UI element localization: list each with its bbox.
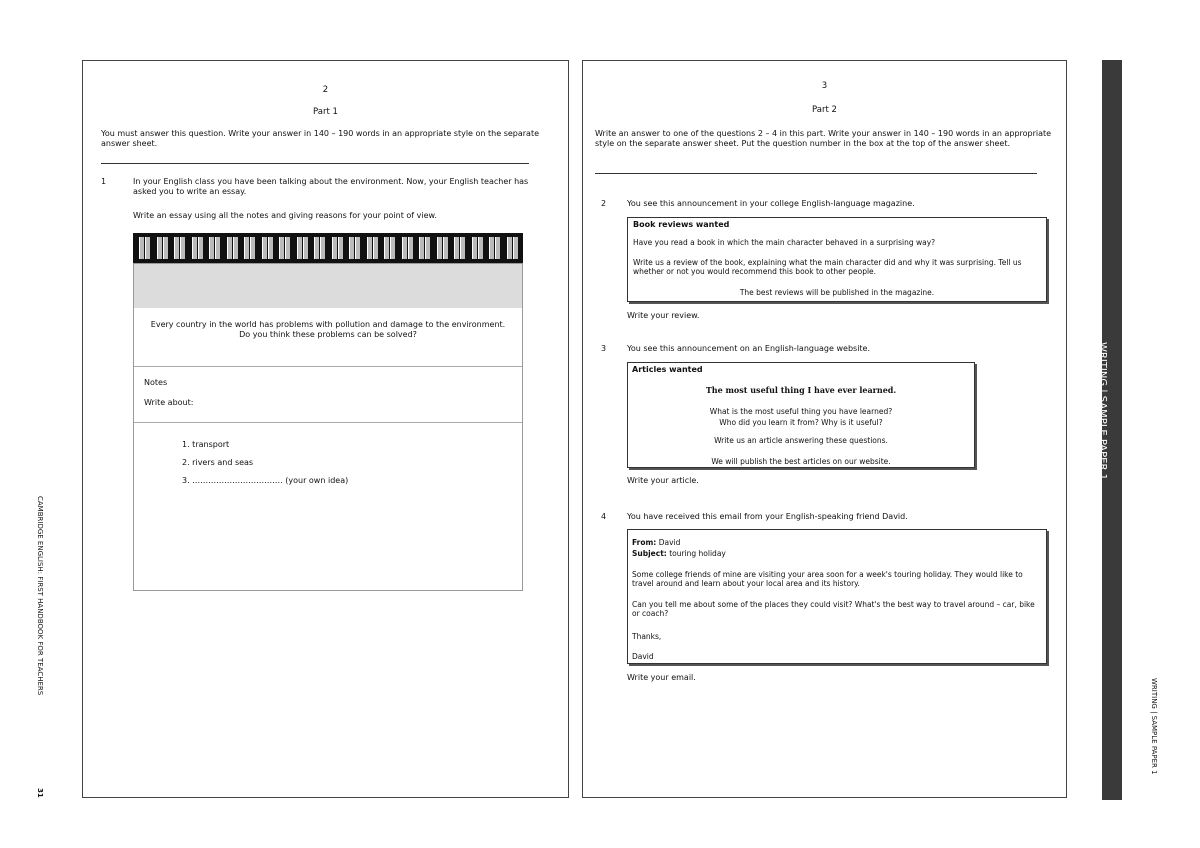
box-title: Book reviews wanted [633,220,730,229]
spiral-coil [355,237,360,259]
spiral-coil [139,237,144,259]
spiral-coil [285,237,290,259]
announcement-box [627,217,1047,302]
page-number: 3 [821,81,828,91]
spiral-coil [209,237,214,259]
spiral-coil [314,237,319,259]
question-number: 4 [601,512,607,521]
notes-label: Notes [144,378,168,387]
spiral-coil [268,237,273,259]
spiral-coil [215,237,220,259]
spiral-coil [332,237,337,259]
spiral-coil [454,237,459,259]
write-prompt: Write your article. [627,476,699,485]
spiral-coil [495,237,500,259]
spiral-coil [367,237,372,259]
left-margin-label: CAMBRIDGE ENGLISH: FIRST HANDBOOK FOR TEACHERS [36,496,44,696]
subject-value: touring holiday [669,549,726,558]
part-heading: Part 1 [313,107,338,117]
email-subject [632,549,726,558]
box-line: Who did you learn it from? Why is it useful? [719,418,883,427]
spiral-coil [419,237,424,259]
box-line: Have you read a book in which the main character behaved in a surprising way? [633,238,936,247]
write-about-label: Write about: [144,398,194,407]
notebook-spiral [133,233,523,263]
spiral-coil [262,237,267,259]
spiral-coil [180,237,185,259]
spiral-coil [443,237,448,259]
email-paragraph: Some college friends of mine are visiting your area soon for a week's touring holiday. They would like to travel around and learn about your local area and its history. [632,570,1023,588]
right-margin-label: WRITING | SAMPLE PAPER 1 [1150,678,1158,775]
spiral-coil [478,237,483,259]
from-label: From: [632,538,657,547]
spiral-coil [472,237,477,259]
spiral-coil [437,237,442,259]
write-prompt: Write your email. [627,673,696,682]
question-number: 1 [101,177,107,186]
instruction: Write an answer to one of the questions 2 – 4 in this part. Write your answer in 140 – 190 words in an appropriate style on the separate answer sheet. Put the question number in the box at the top of the answer sheet. [595,129,1052,148]
notebook-divider [134,366,522,367]
notebook-header-band [134,264,522,308]
spiral-coil [390,237,395,259]
email-thanks: Thanks, [632,632,662,641]
subject-label: Subject: [632,549,667,558]
spiral-coil [163,237,168,259]
email-paragraph: Can you tell me about some of the places they could visit? What's the best way to travel around – car, bike or coach? [632,600,1035,618]
instruction: You must answer this question. Write your answer in 140 – 190 words in an appropriate style on the separate answer sheet. [101,129,540,148]
spiral-coil [145,237,150,259]
list-item: 1. transport [182,440,230,449]
list-item: 2. rivers and seas [182,458,254,467]
spiral-coil [489,237,494,259]
spiral-coil [233,237,238,259]
sidebar-label: WRITING | SAMPLE PAPER 1 [1097,342,1108,480]
spiral-coil [198,237,203,259]
notebook [133,263,523,591]
spiral-coil [250,237,255,259]
spiral-coil [338,237,343,259]
spiral-coil [402,237,407,259]
notebook-divider-2 [134,422,522,423]
email-from [632,538,680,547]
email-box [627,529,1047,664]
question-number: 3 [601,344,607,353]
spiral-coil [320,237,325,259]
box-line: The best reviews will be published in the magazine. [739,288,935,297]
spiral-coil [373,237,378,259]
spiral-coil [303,237,308,259]
spiral-coil [279,237,284,259]
question-number: 2 [601,199,607,208]
box-line: Write us a review of the book, explaining what the main character did and why it was surprising. Tell us whether or not you would recommend this book to other people. [633,258,1022,276]
write-prompt: Write your review. [627,311,700,320]
part-heading: Part 2 [812,105,837,115]
list-item: 3. ……………………………. (your own idea) [182,476,349,485]
notebook-text-2: Do you think these problems can be solved? [239,330,417,339]
spiral-coil [157,237,162,259]
page-number: 2 [322,85,329,95]
spiral-coil [349,237,354,259]
email-signature: David [632,652,654,661]
from-value: David [658,538,681,547]
announcement-box [627,362,975,468]
spiral-coil [507,237,512,259]
spiral-coil [192,237,197,259]
question-intro: You see this announcement on an English-language website. [627,344,871,353]
left-margin-page-number: 31 [36,788,44,798]
spiral-coil [174,237,179,259]
spiral-coil [384,237,389,259]
left-page [82,60,569,798]
question-instruction: Write an essay using all the notes and giving reasons for your point of view. [133,211,437,220]
spiral-coil [297,237,302,259]
question-text: In your English class you have been talking about the environment. Now, your English teacher has asked you to write an essay. [133,177,529,196]
question-intro: You see this announcement in your college English-language magazine. [627,199,915,208]
spiral-coil [460,237,465,259]
right-page [582,60,1067,798]
spiral-coil [425,237,430,259]
spiral-coil [227,237,232,259]
box-line: Write us an article answering these questions. [714,436,888,445]
box-headline: The most useful thing I have ever learned. [705,385,897,395]
question-intro: You have received this email from your English-speaking friend David. [627,512,908,521]
divider [101,163,529,164]
box-title: Articles wanted [632,365,703,374]
spiral-coil [513,237,518,259]
spiral-coil [244,237,249,259]
divider [595,173,1037,174]
notebook-text-1: Every country in the world has problems with pollution and damage to the environment. [150,320,506,329]
box-line: What is the most useful thing you have learned? [709,407,893,416]
spiral-coil [408,237,413,259]
section-sidebar [1097,60,1122,800]
box-line: We will publish the best articles on our website. [711,457,891,466]
